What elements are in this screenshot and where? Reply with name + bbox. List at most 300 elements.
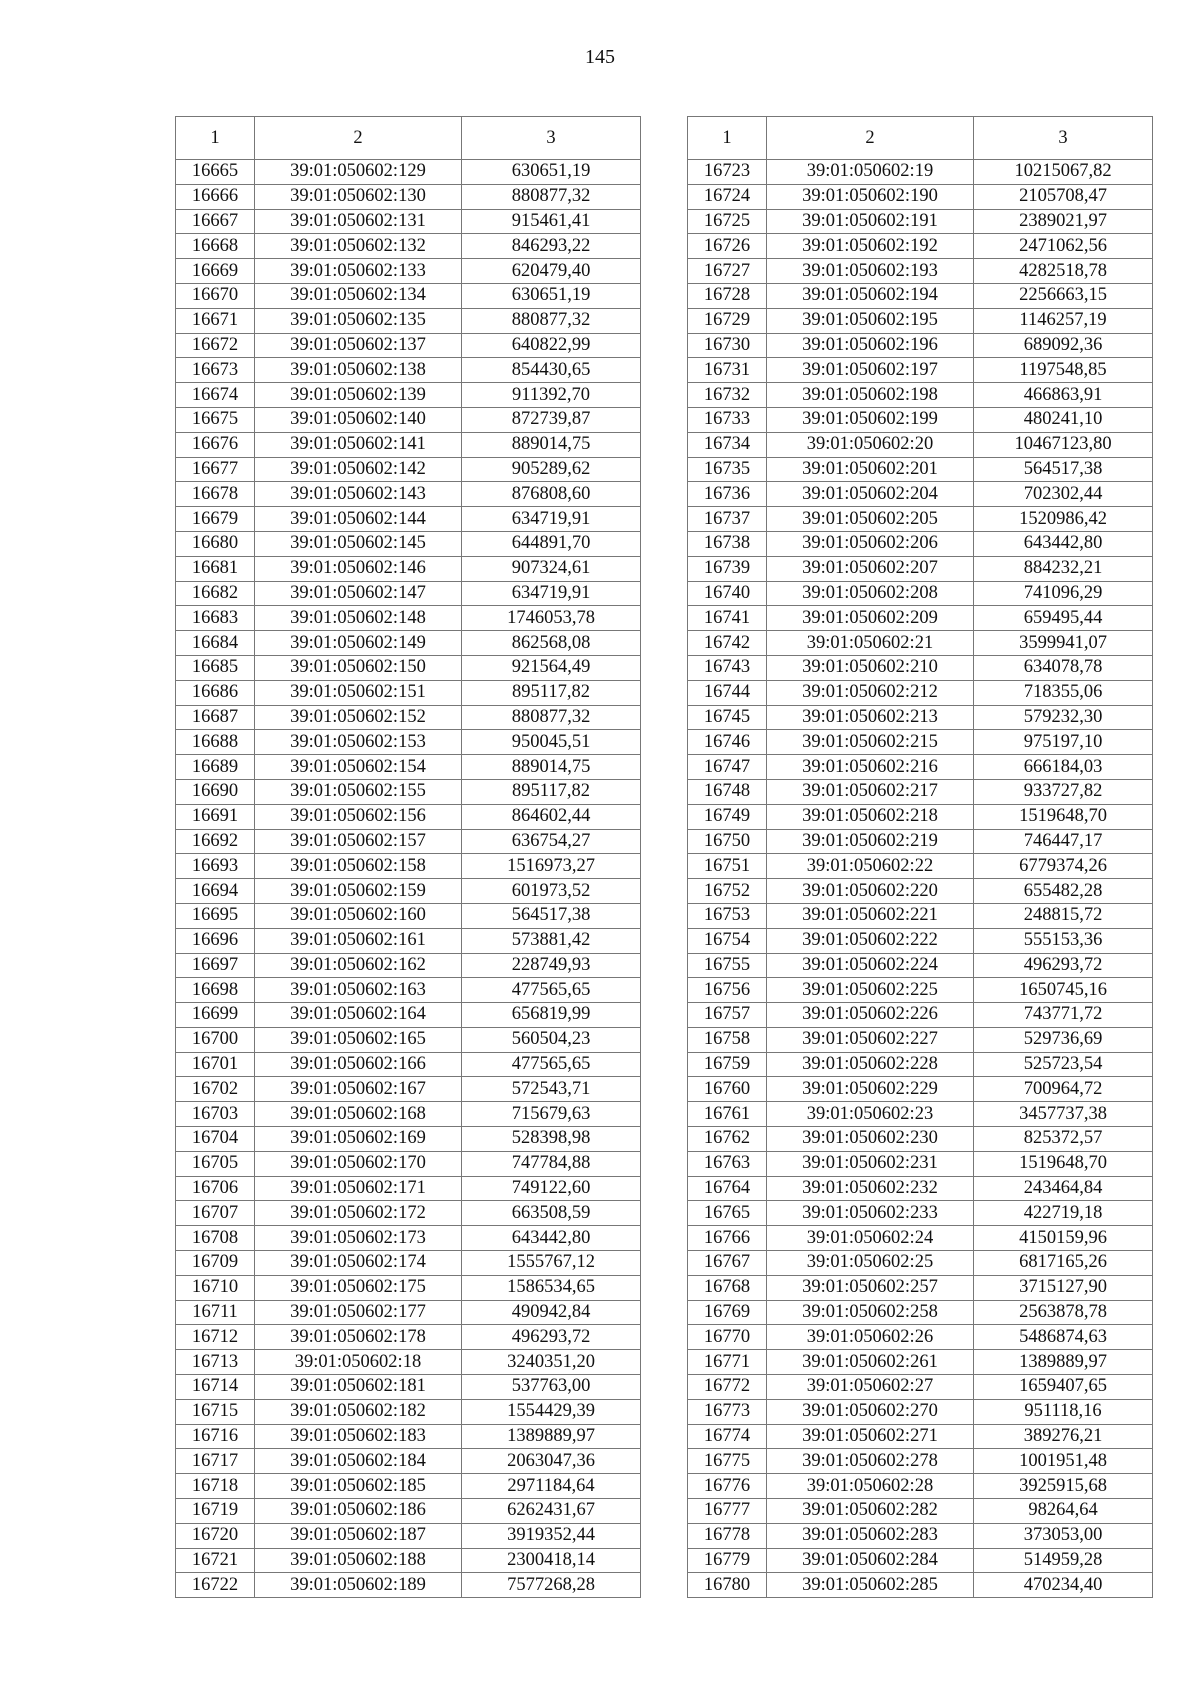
- cadastral-number-cell: 39:01:050602:215: [767, 730, 974, 755]
- cadastral-number-cell: 39:01:050602:229: [767, 1077, 974, 1102]
- table-row: [176, 1449, 641, 1474]
- table-row: [688, 804, 1153, 829]
- value-cell: 6779374,26: [974, 854, 1153, 879]
- row-number-cell: 16670: [176, 283, 255, 308]
- value-cell: 905289,62: [462, 457, 641, 482]
- value-cell: 10467123,80: [974, 432, 1153, 457]
- cadastral-number-cell: 39:01:050602:232: [767, 1176, 974, 1201]
- row-number-cell: 16680: [176, 531, 255, 556]
- row-number-cell: 16750: [688, 829, 767, 854]
- value-cell: 880877,32: [462, 705, 641, 730]
- row-number-cell: 16692: [176, 829, 255, 854]
- row-number-cell: 16741: [688, 606, 767, 631]
- row-number-cell: 16773: [688, 1399, 767, 1424]
- row-number-cell: 16754: [688, 928, 767, 953]
- value-cell: 634719,91: [462, 581, 641, 606]
- table-row: [688, 1251, 1153, 1276]
- row-number-cell: 16733: [688, 407, 767, 432]
- row-number-cell: 16774: [688, 1424, 767, 1449]
- cadastral-number-cell: 39:01:050602:28: [767, 1474, 974, 1499]
- value-cell: 666184,03: [974, 755, 1153, 780]
- table-row: [176, 1523, 641, 1548]
- value-cell: 889014,75: [462, 432, 641, 457]
- cadastral-number-cell: 39:01:050602:165: [255, 1027, 462, 1052]
- table-row: [688, 184, 1153, 209]
- value-cell: 749122,60: [462, 1176, 641, 1201]
- value-cell: 525723,54: [974, 1052, 1153, 1077]
- value-cell: 2563878,78: [974, 1300, 1153, 1325]
- column-header-1: 1: [688, 117, 767, 160]
- row-number-cell: 16708: [176, 1226, 255, 1251]
- value-cell: 907324,61: [462, 556, 641, 581]
- value-cell: 2471062,56: [974, 234, 1153, 259]
- cadastral-number-cell: 39:01:050602:141: [255, 432, 462, 457]
- cadastral-number-cell: 39:01:050602:144: [255, 507, 462, 532]
- table-row: [688, 507, 1153, 532]
- value-cell: 2389021,97: [974, 209, 1153, 234]
- table-row: [688, 1127, 1153, 1152]
- row-number-cell: 16725: [688, 209, 767, 234]
- table-row: [688, 928, 1153, 953]
- cadastral-number-cell: 39:01:050602:152: [255, 705, 462, 730]
- value-cell: 644891,70: [462, 531, 641, 556]
- value-cell: 573881,42: [462, 928, 641, 953]
- row-number-cell: 16765: [688, 1201, 767, 1226]
- header-row: [176, 117, 641, 160]
- value-cell: 560504,23: [462, 1027, 641, 1052]
- cadastral-number-cell: 39:01:050602:154: [255, 755, 462, 780]
- table-row: [688, 333, 1153, 358]
- cadastral-number-cell: 39:01:050602:204: [767, 482, 974, 507]
- cadastral-number-cell: 39:01:050602:18: [255, 1350, 462, 1375]
- table-row: [688, 358, 1153, 383]
- value-cell: 1001951,48: [974, 1449, 1153, 1474]
- row-number-cell: 16729: [688, 308, 767, 333]
- value-cell: 747784,88: [462, 1151, 641, 1176]
- cadastral-number-cell: 39:01:050602:270: [767, 1399, 974, 1424]
- row-number-cell: 16701: [176, 1052, 255, 1077]
- row-number-cell: 16727: [688, 259, 767, 284]
- cadastral-number-cell: 39:01:050602:159: [255, 879, 462, 904]
- cadastral-number-cell: 39:01:050602:146: [255, 556, 462, 581]
- row-number-cell: 16726: [688, 234, 767, 259]
- value-cell: 620479,40: [462, 259, 641, 284]
- table-row: [688, 978, 1153, 1003]
- cadastral-number-cell: 39:01:050602:284: [767, 1548, 974, 1573]
- row-number-cell: 16677: [176, 457, 255, 482]
- value-cell: 514959,28: [974, 1548, 1153, 1573]
- cadastral-number-cell: 39:01:050602:21: [767, 631, 974, 656]
- table-row: [176, 1127, 641, 1152]
- cadastral-number-cell: 39:01:050602:129: [255, 160, 462, 185]
- cadastral-number-cell: 39:01:050602:147: [255, 581, 462, 606]
- value-cell: 1146257,19: [974, 308, 1153, 333]
- cadastral-number-cell: 39:01:050602:225: [767, 978, 974, 1003]
- table-row: [176, 1499, 641, 1524]
- row-number-cell: 16776: [688, 1474, 767, 1499]
- row-number-cell: 16762: [688, 1127, 767, 1152]
- row-number-cell: 16678: [176, 482, 255, 507]
- table-row: [688, 655, 1153, 680]
- cadastral-number-cell: 39:01:050602:168: [255, 1102, 462, 1127]
- row-number-cell: 16757: [688, 1003, 767, 1028]
- table-row: [176, 829, 641, 854]
- row-number-cell: 16753: [688, 903, 767, 928]
- cadastral-number-cell: 39:01:050602:23: [767, 1102, 974, 1127]
- table-row: [176, 1052, 641, 1077]
- row-number-cell: 16764: [688, 1176, 767, 1201]
- table-row: [688, 407, 1153, 432]
- value-cell: 921564,49: [462, 655, 641, 680]
- value-cell: 98264,64: [974, 1499, 1153, 1524]
- cadastral-number-cell: 39:01:050602:169: [255, 1127, 462, 1152]
- value-cell: 3919352,44: [462, 1523, 641, 1548]
- cadastral-number-cell: 39:01:050602:173: [255, 1226, 462, 1251]
- table-row: [176, 928, 641, 953]
- row-number-cell: 16683: [176, 606, 255, 631]
- value-cell: 528398,98: [462, 1127, 641, 1152]
- value-cell: 880877,32: [462, 308, 641, 333]
- row-number-cell: 16779: [688, 1548, 767, 1573]
- table-row: [176, 432, 641, 457]
- cadastral-number-cell: 39:01:050602:175: [255, 1275, 462, 1300]
- table-row: [688, 1077, 1153, 1102]
- cadastral-number-cell: 39:01:050602:219: [767, 829, 974, 854]
- cadastral-number-cell: 39:01:050602:216: [767, 755, 974, 780]
- value-cell: 630651,19: [462, 160, 641, 185]
- row-number-cell: 16712: [176, 1325, 255, 1350]
- value-cell: 4150159,96: [974, 1226, 1153, 1251]
- table-body: [176, 160, 641, 1598]
- cadastral-number-cell: 39:01:050602:186: [255, 1499, 462, 1524]
- value-cell: 1197548,85: [974, 358, 1153, 383]
- cadastral-number-cell: 39:01:050602:210: [767, 655, 974, 680]
- table-row: [176, 1027, 641, 1052]
- row-number-cell: 16672: [176, 333, 255, 358]
- cadastral-number-cell: 39:01:050602:172: [255, 1201, 462, 1226]
- row-number-cell: 16761: [688, 1102, 767, 1127]
- row-number-cell: 16705: [176, 1151, 255, 1176]
- cadastral-number-cell: 39:01:050602:140: [255, 407, 462, 432]
- row-number-cell: 16744: [688, 680, 767, 705]
- row-number-cell: 16771: [688, 1350, 767, 1375]
- table-row: [176, 1176, 641, 1201]
- cadastral-number-cell: 39:01:050602:181: [255, 1375, 462, 1400]
- cadastral-number-cell: 39:01:050602:230: [767, 1127, 974, 1152]
- value-cell: 228749,93: [462, 953, 641, 978]
- row-number-cell: 16778: [688, 1523, 767, 1548]
- cadastral-number-cell: 39:01:050602:183: [255, 1424, 462, 1449]
- value-cell: 477565,65: [462, 1052, 641, 1077]
- column-header-2: 2: [767, 117, 974, 160]
- row-number-cell: 16675: [176, 407, 255, 432]
- table-row: [176, 903, 641, 928]
- cadastral-number-cell: 39:01:050602:191: [767, 209, 974, 234]
- cadastral-number-cell: 39:01:050602:189: [255, 1573, 462, 1598]
- cadastral-number-cell: 39:01:050602:207: [767, 556, 974, 581]
- cadastral-number-cell: 39:01:050602:155: [255, 779, 462, 804]
- value-cell: 3715127,90: [974, 1275, 1153, 1300]
- row-number-cell: 16734: [688, 432, 767, 457]
- table-row: [176, 655, 641, 680]
- value-cell: 743771,72: [974, 1003, 1153, 1028]
- cadastral-number-cell: 39:01:050602:20: [767, 432, 974, 457]
- row-number-cell: 16707: [176, 1201, 255, 1226]
- page-number: 145: [585, 46, 615, 68]
- table-row: [176, 1275, 641, 1300]
- table-header: [688, 117, 1153, 160]
- table-row: [688, 1523, 1153, 1548]
- table-row: [688, 160, 1153, 185]
- value-cell: 846293,22: [462, 234, 641, 259]
- cadastral-number-cell: 39:01:050602:222: [767, 928, 974, 953]
- value-cell: 911392,70: [462, 383, 641, 408]
- cadastral-number-cell: 39:01:050602:178: [255, 1325, 462, 1350]
- value-cell: 422719,18: [974, 1201, 1153, 1226]
- value-cell: 480241,10: [974, 407, 1153, 432]
- cadastral-number-cell: 39:01:050602:182: [255, 1399, 462, 1424]
- row-number-cell: 16768: [688, 1275, 767, 1300]
- row-number-cell: 16720: [176, 1523, 255, 1548]
- value-cell: 564517,38: [462, 903, 641, 928]
- table-row: [176, 383, 641, 408]
- value-cell: 477565,65: [462, 978, 641, 1003]
- row-number-cell: 16769: [688, 1300, 767, 1325]
- cadastral-number-cell: 39:01:050602:148: [255, 606, 462, 631]
- table-row: [176, 358, 641, 383]
- table-row: [176, 1399, 641, 1424]
- value-cell: 643442,80: [462, 1226, 641, 1251]
- table-row: [688, 581, 1153, 606]
- value-cell: 700964,72: [974, 1077, 1153, 1102]
- value-cell: 876808,60: [462, 482, 641, 507]
- row-number-cell: 16706: [176, 1176, 255, 1201]
- cadastral-number-cell: 39:01:050602:139: [255, 383, 462, 408]
- cadastral-number-cell: 39:01:050602:162: [255, 953, 462, 978]
- cadastral-number-cell: 39:01:050602:25: [767, 1251, 974, 1276]
- cadastral-number-cell: 39:01:050602:145: [255, 531, 462, 556]
- value-cell: 634719,91: [462, 507, 641, 532]
- table-row: [176, 581, 641, 606]
- table-row: [176, 730, 641, 755]
- cadastral-number-cell: 39:01:050602:224: [767, 953, 974, 978]
- value-cell: 2300418,14: [462, 1548, 641, 1573]
- row-number-cell: 16723: [688, 160, 767, 185]
- row-number-cell: 16693: [176, 854, 255, 879]
- row-number-cell: 16718: [176, 1474, 255, 1499]
- value-cell: 915461,41: [462, 209, 641, 234]
- cadastral-number-cell: 39:01:050602:283: [767, 1523, 974, 1548]
- table-row: [176, 234, 641, 259]
- table-row: [176, 1003, 641, 1028]
- row-number-cell: 16728: [688, 283, 767, 308]
- cadastral-number-cell: 39:01:050602:220: [767, 879, 974, 904]
- value-cell: 572543,71: [462, 1077, 641, 1102]
- table-row: [176, 1151, 641, 1176]
- data-table-right: [687, 116, 1153, 1598]
- table-row: [688, 531, 1153, 556]
- table-row: [688, 730, 1153, 755]
- row-number-cell: 16775: [688, 1449, 767, 1474]
- row-number-cell: 16759: [688, 1052, 767, 1077]
- row-number-cell: 16702: [176, 1077, 255, 1102]
- row-number-cell: 16766: [688, 1226, 767, 1251]
- table-row: [688, 1548, 1153, 1573]
- table-row: [176, 854, 641, 879]
- cadastral-number-cell: 39:01:050602:158: [255, 854, 462, 879]
- cadastral-number-cell: 39:01:050602:170: [255, 1151, 462, 1176]
- table-row: [688, 1375, 1153, 1400]
- row-number-cell: 16724: [688, 184, 767, 209]
- cadastral-number-cell: 39:01:050602:271: [767, 1424, 974, 1449]
- table-row: [176, 209, 641, 234]
- row-number-cell: 16694: [176, 879, 255, 904]
- table-row: [176, 1375, 641, 1400]
- column-header-3: 3: [974, 117, 1153, 160]
- table-row: [688, 1176, 1153, 1201]
- cadastral-number-cell: 39:01:050602:206: [767, 531, 974, 556]
- cadastral-number-cell: 39:01:050602:233: [767, 1201, 974, 1226]
- cadastral-number-cell: 39:01:050602:177: [255, 1300, 462, 1325]
- value-cell: 659495,44: [974, 606, 1153, 631]
- cadastral-number-cell: 39:01:050602:161: [255, 928, 462, 953]
- row-number-cell: 16749: [688, 804, 767, 829]
- cadastral-number-cell: 39:01:050602:187: [255, 1523, 462, 1548]
- row-number-cell: 16767: [688, 1251, 767, 1276]
- table-row: [176, 1300, 641, 1325]
- cadastral-number-cell: 39:01:050602:185: [255, 1474, 462, 1499]
- row-number-cell: 16780: [688, 1573, 767, 1598]
- cadastral-number-cell: 39:01:050602:257: [767, 1275, 974, 1300]
- value-cell: 975197,10: [974, 730, 1153, 755]
- cadastral-number-cell: 39:01:050602:166: [255, 1052, 462, 1077]
- value-cell: 950045,51: [462, 730, 641, 755]
- row-number-cell: 16772: [688, 1375, 767, 1400]
- cadastral-number-cell: 39:01:050602:194: [767, 283, 974, 308]
- row-number-cell: 16732: [688, 383, 767, 408]
- value-cell: 1650745,16: [974, 978, 1153, 1003]
- cadastral-number-cell: 39:01:050602:261: [767, 1350, 974, 1375]
- table-row: [688, 779, 1153, 804]
- table-row: [176, 606, 641, 631]
- cadastral-number-cell: 39:01:050602:192: [767, 234, 974, 259]
- cadastral-number-cell: 39:01:050602:208: [767, 581, 974, 606]
- value-cell: 630651,19: [462, 283, 641, 308]
- cadastral-number-cell: 39:01:050602:26: [767, 1325, 974, 1350]
- table-row: [688, 1350, 1153, 1375]
- value-cell: 3240351,20: [462, 1350, 641, 1375]
- cadastral-number-cell: 39:01:050602:24: [767, 1226, 974, 1251]
- value-cell: 895117,82: [462, 680, 641, 705]
- table-row: [176, 556, 641, 581]
- table-row: [176, 953, 641, 978]
- cadastral-number-cell: 39:01:050602:131: [255, 209, 462, 234]
- row-number-cell: 16746: [688, 730, 767, 755]
- value-cell: 496293,72: [974, 953, 1153, 978]
- row-number-cell: 16671: [176, 308, 255, 333]
- value-cell: 6262431,67: [462, 1499, 641, 1524]
- value-cell: 470234,40: [974, 1573, 1153, 1598]
- row-number-cell: 16747: [688, 755, 767, 780]
- table-row: [688, 1474, 1153, 1499]
- table-row: [176, 507, 641, 532]
- table-row: [688, 854, 1153, 879]
- table-row: [176, 1226, 641, 1251]
- row-number-cell: 16709: [176, 1251, 255, 1276]
- cadastral-number-cell: 39:01:050602:164: [255, 1003, 462, 1028]
- cadastral-number-cell: 39:01:050602:171: [255, 1176, 462, 1201]
- value-cell: 1586534,65: [462, 1275, 641, 1300]
- table-row: [688, 631, 1153, 656]
- row-number-cell: 16697: [176, 953, 255, 978]
- row-number-cell: 16730: [688, 333, 767, 358]
- table-row: [688, 680, 1153, 705]
- row-number-cell: 16714: [176, 1375, 255, 1400]
- value-cell: 1659407,65: [974, 1375, 1153, 1400]
- row-number-cell: 16721: [176, 1548, 255, 1573]
- row-number-cell: 16737: [688, 507, 767, 532]
- value-cell: 1516973,27: [462, 854, 641, 879]
- value-cell: 634078,78: [974, 655, 1153, 680]
- cadastral-number-cell: 39:01:050602:22: [767, 854, 974, 879]
- cadastral-number-cell: 39:01:050602:209: [767, 606, 974, 631]
- value-cell: 389276,21: [974, 1424, 1153, 1449]
- cadastral-number-cell: 39:01:050602:201: [767, 457, 974, 482]
- table-row: [688, 482, 1153, 507]
- value-cell: 640822,99: [462, 333, 641, 358]
- cadastral-number-cell: 39:01:050602:137: [255, 333, 462, 358]
- value-cell: 3457737,38: [974, 1102, 1153, 1127]
- row-number-cell: 16719: [176, 1499, 255, 1524]
- table-row: [176, 482, 641, 507]
- row-number-cell: 16711: [176, 1300, 255, 1325]
- table-row: [688, 1027, 1153, 1052]
- cadastral-number-cell: 39:01:050602:227: [767, 1027, 974, 1052]
- cadastral-number-cell: 39:01:050602:205: [767, 507, 974, 532]
- value-cell: 2256663,15: [974, 283, 1153, 308]
- table-row: [688, 705, 1153, 730]
- cadastral-number-cell: 39:01:050602:282: [767, 1499, 974, 1524]
- value-cell: 243464,84: [974, 1176, 1153, 1201]
- table-row: [176, 160, 641, 185]
- row-number-cell: 16743: [688, 655, 767, 680]
- cadastral-number-cell: 39:01:050602:231: [767, 1151, 974, 1176]
- value-cell: 1389889,97: [974, 1350, 1153, 1375]
- value-cell: 248815,72: [974, 903, 1153, 928]
- row-number-cell: 16686: [176, 680, 255, 705]
- cadastral-number-cell: 39:01:050602:199: [767, 407, 974, 432]
- value-cell: 663508,59: [462, 1201, 641, 1226]
- table-header: [176, 117, 641, 160]
- row-number-cell: 16690: [176, 779, 255, 804]
- cadastral-number-cell: 39:01:050602:149: [255, 631, 462, 656]
- table-row: [688, 432, 1153, 457]
- value-cell: 718355,06: [974, 680, 1153, 705]
- table-body: [688, 160, 1153, 1598]
- table-row: [688, 234, 1153, 259]
- table-row: [176, 755, 641, 780]
- table-row: [688, 1003, 1153, 1028]
- row-number-cell: 16739: [688, 556, 767, 581]
- value-cell: 496293,72: [462, 1325, 641, 1350]
- row-number-cell: 16704: [176, 1127, 255, 1152]
- cadastral-number-cell: 39:01:050602:157: [255, 829, 462, 854]
- value-cell: 3599941,07: [974, 631, 1153, 656]
- table-row: [176, 1424, 641, 1449]
- table-row: [176, 680, 641, 705]
- cadastral-number-cell: 39:01:050602:143: [255, 482, 462, 507]
- cadastral-number-cell: 39:01:050602:228: [767, 1052, 974, 1077]
